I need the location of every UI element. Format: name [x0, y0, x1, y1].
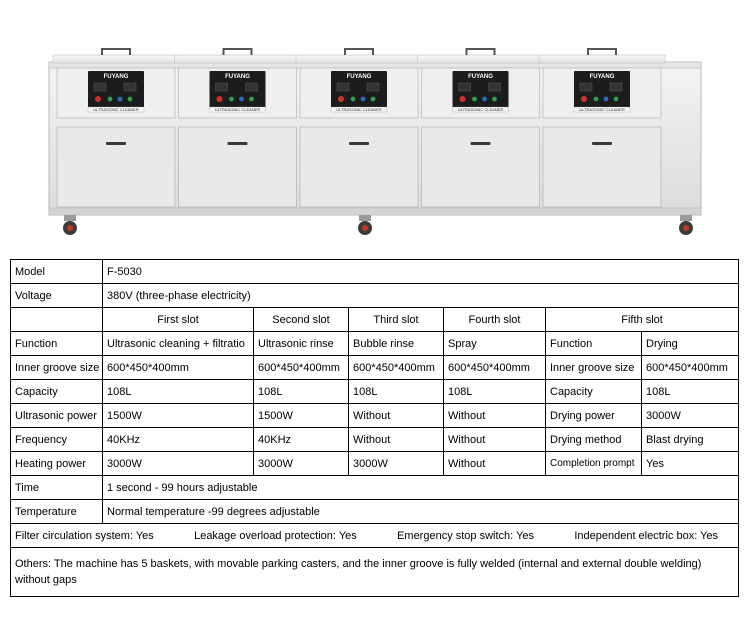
emergency-stop-icon: [338, 96, 344, 102]
cell: Bubble rinse: [349, 332, 444, 356]
model-row: [11, 260, 739, 284]
heat-button-icon: [118, 97, 123, 102]
start-button-icon: [351, 97, 356, 102]
fifth-slot-value: 600*450*400mm: [642, 356, 739, 380]
fifth-slot-label: Capacity: [546, 380, 642, 404]
timer-display: [94, 83, 106, 91]
cell: 3000W: [254, 452, 349, 476]
timer-display: [216, 83, 228, 91]
temperature-value: Normal temperature -99 degrees adjustable: [103, 500, 739, 524]
machine-base: [49, 208, 701, 215]
slot-header-blank: [11, 308, 103, 332]
fifth-slot-value: Blast drying: [642, 428, 739, 452]
fifth-slot-label: Completion prompt: [546, 452, 642, 476]
specification-table: [10, 259, 739, 597]
cell: Ultrasonic cleaning + filtratio: [103, 332, 254, 356]
fifth-slot-value: Drying: [642, 332, 739, 356]
cabinet-door: [543, 127, 661, 207]
ultrasonic-button-icon: [614, 97, 619, 102]
door-handle-icon: [349, 142, 369, 145]
row-label: Heating power: [11, 452, 103, 476]
panel-label: ULTRASONIC CLEANER: [93, 107, 139, 112]
slot-header-first: First slot: [103, 308, 254, 332]
features-row: [11, 524, 739, 548]
temperature-display: [367, 83, 379, 91]
table-row: [11, 428, 739, 452]
brand-logo: FUYANG: [589, 74, 615, 80]
cell: 40KHz: [103, 428, 254, 452]
cabinet-door: [57, 127, 175, 207]
voltage-label: Voltage: [11, 284, 103, 308]
table-row: [11, 380, 739, 404]
caster-hub-icon: [683, 225, 689, 231]
cell: 40KHz: [254, 428, 349, 452]
panel-label: ULTRASONIC CLEANER: [579, 107, 625, 112]
slot-header-fourth: Fourth slot: [444, 308, 546, 332]
cell: Without: [349, 404, 444, 428]
lid-handle-icon: [345, 49, 373, 55]
start-button-icon: [472, 97, 477, 102]
brand-logo: FUYANG: [346, 74, 372, 80]
caster-mount: [680, 215, 692, 221]
fifth-slot-label: Inner groove size: [546, 356, 642, 380]
ultrasonic-button-icon: [249, 97, 254, 102]
panel-label: ULTRASONIC CLEANER: [336, 107, 382, 112]
cell: Without: [349, 428, 444, 452]
temperature-display: [489, 83, 501, 91]
start-button-icon: [594, 97, 599, 102]
features-cell: [11, 524, 739, 548]
row-label: Ultrasonic power: [11, 404, 103, 428]
tank-lid: [539, 55, 665, 63]
caster-mount: [359, 215, 371, 221]
others-text: Others: The machine has 5 baskets, with movable parking casters, and the inner groove is fully welded (internal and external double welding) without gaps: [11, 548, 739, 597]
slot-header-fifth: Fifth slot: [546, 308, 739, 332]
slot-header-row: [11, 308, 739, 332]
slot-header-third: Third slot: [349, 308, 444, 332]
cell: 3000W: [103, 452, 254, 476]
cell: Without: [444, 428, 546, 452]
fifth-slot-label: Drying power: [546, 404, 642, 428]
heat-button-icon: [482, 97, 487, 102]
table-row: [11, 356, 739, 380]
row-label: Inner groove size: [11, 356, 103, 380]
heat-button-icon: [604, 97, 609, 102]
cell: 600*450*400mm: [444, 356, 546, 380]
row-label: Function: [11, 332, 103, 356]
cell: 108L: [349, 380, 444, 404]
fifth-slot-value: 108L: [642, 380, 739, 404]
time-row: [11, 476, 739, 500]
model-label: Model: [11, 260, 103, 284]
table-row: [11, 452, 739, 476]
time-value: 1 second - 99 hours adjustable: [103, 476, 739, 500]
heat-button-icon: [239, 97, 244, 102]
fifth-slot-label: Drying method: [546, 428, 642, 452]
cabinet-door: [179, 127, 297, 207]
door-handle-icon: [471, 142, 491, 145]
feature-leakage-protection: Leakage overload protection: Yes: [194, 529, 357, 542]
temperature-display: [124, 83, 136, 91]
timer-display: [337, 83, 349, 91]
ultrasonic-button-icon: [492, 97, 497, 102]
row-label: Capacity: [11, 380, 103, 404]
cell: 600*450*400mm: [349, 356, 444, 380]
others-row: [11, 548, 739, 597]
cell: 1500W: [103, 404, 254, 428]
caster-hub-icon: [362, 225, 368, 231]
door-handle-icon: [106, 142, 126, 145]
table-row: [11, 404, 739, 428]
table-row: [11, 332, 739, 356]
cabinet-door: [422, 127, 540, 207]
lid-handle-icon: [102, 49, 130, 55]
timer-display: [580, 83, 592, 91]
voltage-row: [11, 284, 739, 308]
cell: Ultrasonic rinse: [254, 332, 349, 356]
emergency-stop-icon: [581, 96, 587, 102]
brand-logo: FUYANG: [103, 74, 129, 80]
row-label: Frequency: [11, 428, 103, 452]
cell: 1500W: [254, 404, 349, 428]
temperature-row: [11, 500, 739, 524]
temperature-display: [246, 83, 258, 91]
brand-logo: FUYANG: [468, 74, 493, 80]
cell: 600*450*400mm: [254, 356, 349, 380]
feature-electric-box: Independent electric box: Yes: [574, 529, 719, 542]
tank-lid: [175, 55, 301, 63]
fifth-slot-label: Function: [546, 332, 642, 356]
lid-handle-icon: [224, 49, 252, 55]
temperature-label: Temperature: [11, 500, 103, 524]
door-handle-icon: [228, 142, 248, 145]
emergency-stop-icon: [460, 96, 466, 102]
slot-header-second: Second slot: [254, 308, 349, 332]
cell: 108L: [254, 380, 349, 404]
cell: 600*450*400mm: [103, 356, 254, 380]
ultrasonic-cleaner-machine-image: [0, 0, 750, 250]
caster-hub-icon: [67, 225, 73, 231]
panel-label: ULTRASONIC CLEANER: [214, 107, 261, 112]
brand-logo: FUYANG: [225, 74, 250, 80]
tank-lid: [296, 55, 422, 63]
model-value: F-5030: [103, 260, 739, 284]
feature-filter-circulation: Filter circulation system: Yes: [15, 529, 154, 542]
timer-display: [459, 83, 471, 91]
door-handle-icon: [592, 142, 612, 145]
cell: 108L: [444, 380, 546, 404]
start-button-icon: [108, 97, 113, 102]
fifth-slot-value: Yes: [642, 452, 739, 476]
cell: 3000W: [349, 452, 444, 476]
temperature-display: [610, 83, 622, 91]
fifth-slot-value: 3000W: [642, 404, 739, 428]
cabinet-door: [300, 127, 418, 207]
emergency-stop-icon: [95, 96, 101, 102]
panel-label: ULTRASONIC CLEANER: [457, 107, 504, 112]
time-label: Time: [11, 476, 103, 500]
caster-mount: [64, 215, 76, 221]
lid-handle-icon: [467, 49, 495, 55]
lid-handle-icon: [588, 49, 616, 55]
voltage-value: 380V (three-phase electricity): [103, 284, 739, 308]
heat-button-icon: [361, 97, 366, 102]
ultrasonic-button-icon: [371, 97, 376, 102]
cell: Without: [444, 452, 546, 476]
ultrasonic-button-icon: [128, 97, 133, 102]
cell: Without: [444, 404, 546, 428]
feature-emergency-stop: Emergency stop switch: Yes: [397, 529, 535, 542]
emergency-stop-icon: [217, 96, 223, 102]
cell: Spray: [444, 332, 546, 356]
start-button-icon: [229, 97, 234, 102]
tank-lid: [418, 55, 544, 63]
cell: 108L: [103, 380, 254, 404]
tank-lid: [53, 55, 179, 63]
